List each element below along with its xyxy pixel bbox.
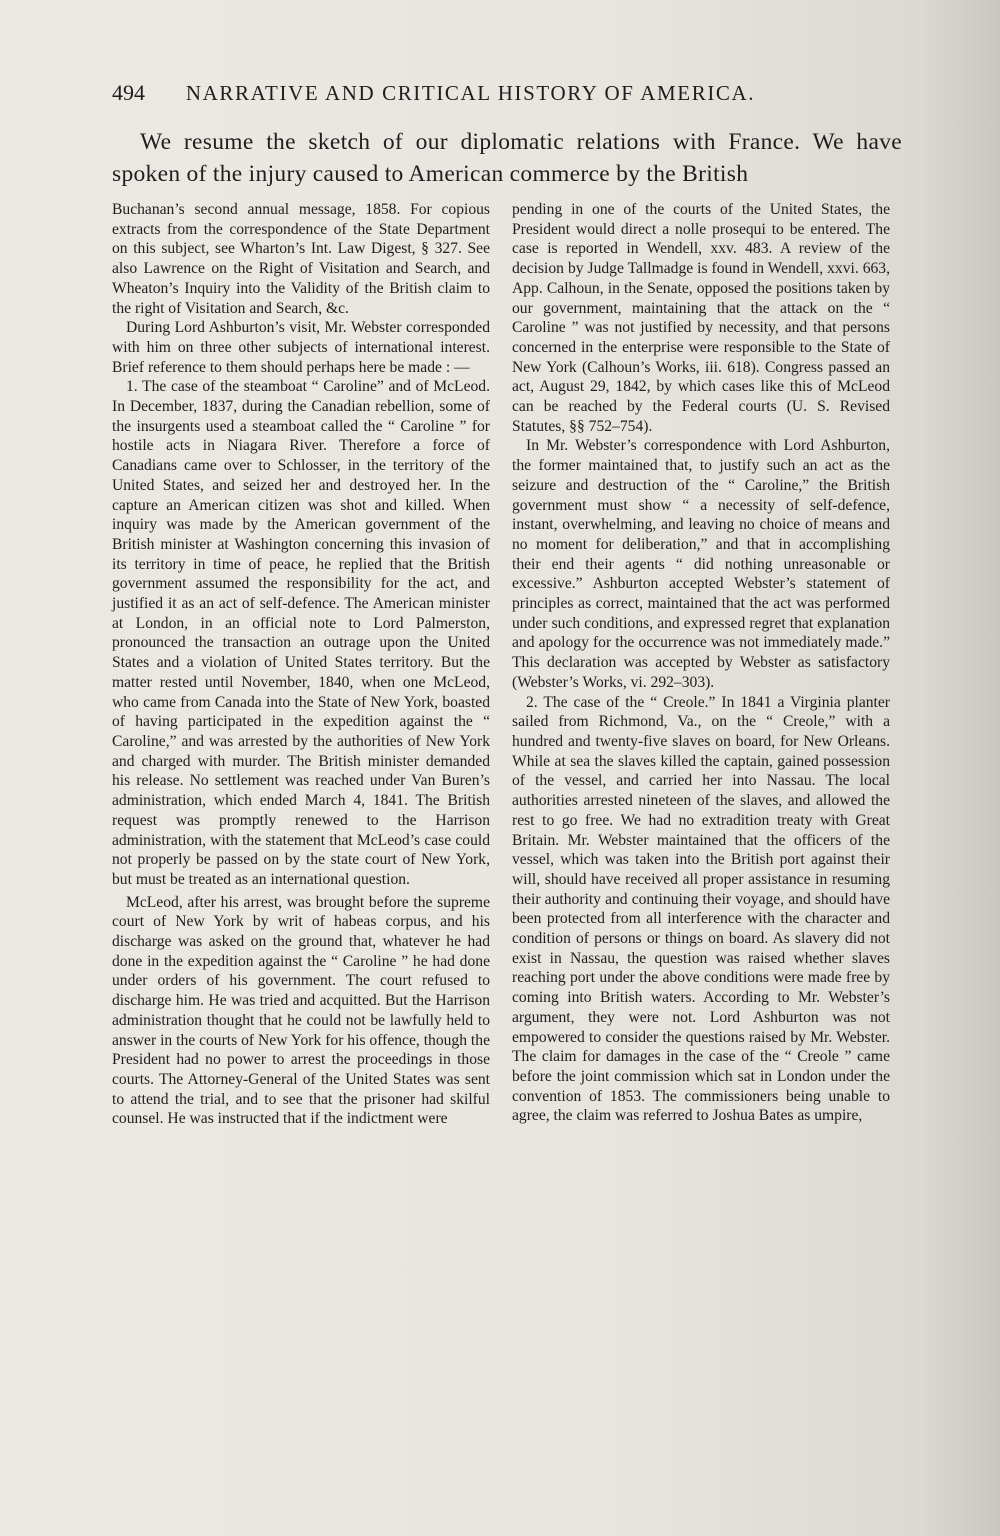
page-number: 494	[112, 80, 145, 105]
footnote-paragraph: Buchanan’s second annual message, 1858. For copious extracts from the correspondence of the State Department on this subject, see Wharton’s Int. Law Digest, § 327. See also Lawrence on the Right of Visitation and Search, and Wheaton’s Inquiry into the Validity of the British claim to the right of Visitation and Search, &c.	[112, 201, 490, 317]
running-header	[112, 80, 812, 106]
footnote-paragraph: 2. The case of the “ Creole.” In 1841 a Virginia planter sailed from Richmond, Va., on the “ Creole,” with a hundred and twenty-five slaves on board, for New Orleans. While at sea the slaves killed the captain, gained possession of the vessel, and carried her into Nassau. The local authorities arrested nineteen of the slaves, and allowed the rest to go free. We had no extradition treaty with Great Britain. Mr. Webster maintained that the officers of the vessel, which was taken into the British port against their will, should have received all proper assistance in resuming their authority and continuing their voyage, and should have been protected from all interference with the character and condition of persons or things on board. As slavery did not exist in Nassau, the question was raised whether slaves reaching port under the above conditions were made free by coming into British waters. According to Mr. Webster’s argument, they were not. Lord Ashburton was not empowered to consider the questions raised by Mr. Webster. The claim for damages in the case of the “ Creole ” came before the joint commission which sat in London under the convention of 1853. The commissioners being unable to agree, the claim was referred to Joshua Bates as umpire,	[512, 693, 890, 1125]
footnote-paragraph: In Mr. Webster’s correspondence with Lord Ashburton, the former maintained that, to justify such an act as the seizure and destruction of the “ Caroline,” the British government must show “ a necessity of self-defence, instant, overwhelming, and leaving no choice of means and no moment for deliberation,” and that in accomplishing their end their agents “ did nothing unreasonable or excessive.” Ashburton accepted Webster’s statement of principles as correct, maintained that the act was performed under such conditions, and expressed regret that explanation and apology for the occurrence was not immediately made.” This declaration was accepted by Webster as satisfactory (Webster’s Works, vi. 292–303).	[512, 437, 890, 691]
intro-paragraph: We resume the sketch of our diplomatic relations with France. We have spoken of the injury caused to American commerce by the British	[112, 129, 902, 187]
main-text	[112, 126, 902, 190]
footnote-paragraph: 1. The case of the steamboat “ Caroline” and of McLeod. In December, 1837, during the Canadian rebellion, some of the insurgents used a steamboat called the “ Caroline ” for hostile acts in Niagara River. Therefore a force of Canadians came over to Schlosser, in the territory of the United States, and seized her and destroyed her. In the capture an American citizen was shot and killed. When inquiry was made by the American government of the British minister at Washington concerning this invasion of its territory in time of peace, he replied that the British government assumed the responsibility for the act, and justified it as an act of self-defence. The American minister at London, in an official note to Lord Palmerston, pronounced the transaction an outrage upon the United States and a violation of United States territory. But the matter rested until November, 1840, when one McLeod, who came from Canada into the State of New York, boasted of having participated in the expedition against the “ Caroline,” and was arrested by the authorities of New York and charged with murder. The British minister demanded his release. No settlement was reached under Van Buren’s administration, which ended March 4, 1841. The British request was promptly renewed to the Harrison administration, with the statement that McLeod’s case could not properly be passed on by the state court of New York, but must be treated as an international question.	[112, 378, 490, 888]
footnote-paragraph: During Lord Ashburton’s visit, Mr. Webster corresponded with him on three other subjects of international interest. Brief reference to them should perhaps here be made : —	[112, 319, 490, 376]
footnote-column-right	[512, 200, 890, 1126]
running-title: NARRATIVE AND CRITICAL HISTORY OF AMERICA.	[185, 81, 756, 105]
footnote-paragraph: pending in one of the courts of the United States, the President would direct a nolle prosequi to be entered. The case is reported in Wendell, xxv. 483. A review of the decision by Judge Tallmadge is found in Wendell, xxvi. 663, App. Calhoun, in the Senate, opposed the positions taken by our government, maintaining that the attack on the “ Caroline ” was not justified by necessity, and that persons concerned in the enterprise were responsible to the State of New York (Calhoun’s Works, iii. 618). Congress passed an act, August 29, 1842, by which cases like this of McLeod can be reached by the Federal courts (U. S. Revised Statutes, §§ 752–754).	[512, 201, 890, 435]
footnote-column-left	[112, 200, 490, 1129]
footnote-paragraph: McLeod, after his arrest, was brought before the supreme court of New York by writ of habeas corpus, and his discharge was asked on the ground that, whatever he had done in the expedition against the “ Caroline ” he had done under orders of his government. The court refused to discharge him. He was tried and acquitted. But the Harrison administration thought that he could not be lawfully held to answer in the courts of New York for his offence, though the President had no power to arrest the proceedings in those courts. The Attorney-General of the United States was sent to attend the trial, and to see that the prisoner had skilful counsel. He was instructed that if the indictment were	[112, 893, 490, 1128]
